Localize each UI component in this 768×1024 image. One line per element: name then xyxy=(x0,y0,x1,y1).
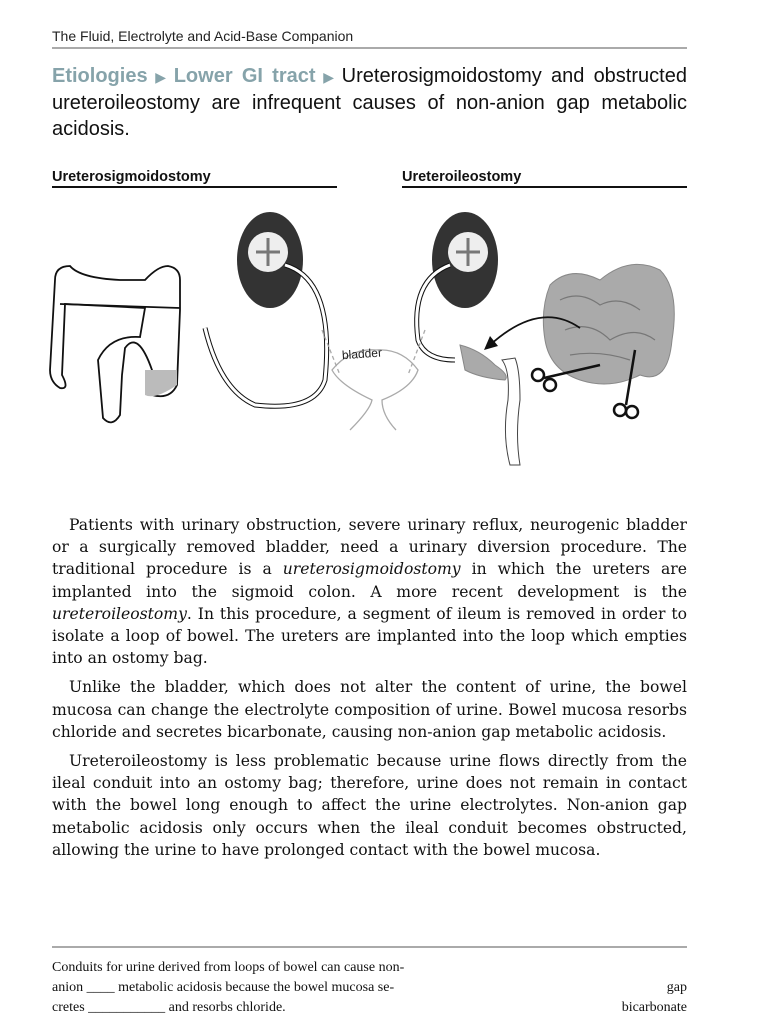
small-intestine-drawing xyxy=(543,264,674,384)
question-line: cretes ___________ and resorbs chloride. xyxy=(52,1000,286,1015)
paragraph xyxy=(52,514,687,669)
text: in which the ureters are implanted into the sigmoid colon. A more recent development is the xyxy=(52,560,687,601)
bladder-label: bladder xyxy=(341,345,383,363)
kidney-left-icon xyxy=(237,212,303,308)
text: Patients with urinary obstruction, severe urinary reflux, neurogenic bladder or a surgically removed bladder, need a urinary diversion procedure. The traditional procedure is a xyxy=(52,516,687,579)
kidney-right-icon xyxy=(432,212,498,308)
answer-bicarbonate: bicarbonate xyxy=(621,1000,687,1015)
body-text xyxy=(52,514,687,868)
ileal-segment xyxy=(460,345,506,380)
colon-drawing xyxy=(50,266,180,422)
term: ureterosigmoidostomy xyxy=(282,560,461,579)
triangle-right-icon: ▶ xyxy=(319,69,338,85)
term: ureteroileostomy xyxy=(52,604,187,623)
question-line: Conduits for urine derived from loops of bowel can cause non- xyxy=(52,960,405,975)
figure-label-ureterosigmoidostomy: Ureterosigmoidostomy xyxy=(52,169,337,188)
paragraph: Ureteroileostomy is less problematic because urine flows directly from the ileal conduit into an ostomy bag; therefore, urine does not remain in contact with the bowel long enough to affect the urine electrolytes. Non-anion gap metabolic acidosis only occurs when the ileal conduit becomes obstructed, allowing the urine to have prolonged contact with the bowel mucosa. xyxy=(52,752,687,859)
urinary-diversion-illustration xyxy=(40,200,720,480)
triangle-right-icon: ▶ xyxy=(151,69,170,85)
breadcrumb-etiologies[interactable]: Etiologies xyxy=(52,65,148,87)
question-line-2 xyxy=(52,978,492,998)
breadcrumb-lower-gi[interactable]: Lower GI tract xyxy=(173,65,316,87)
page-title xyxy=(52,63,687,142)
question-line: anion ____ metabolic acidosis because the bowel mucosa se- xyxy=(52,980,395,995)
bladder-drawing xyxy=(322,330,425,430)
paragraph: Unlike the bladder, which does not alter the content of urine, the bowel mucosa can change the electrolyte composition of urine. Bowel mucosa resorbs chloride and secretes bicarbonate, causing non-anion gap metabolic acidosis. xyxy=(52,678,687,741)
running-header: The Fluid, Electrolyte and Acid-Base Companion xyxy=(52,28,687,49)
text: . In this procedure, a segment of ileum is removed in order to isolate a loop of bowel. The ureters are implanted into the loop which empties into an ostomy bag. xyxy=(52,604,687,668)
title-text: Ureterosigmoidostomy and obstructed ureteroileostomy are infrequent causes of non-anion gap metabolic acidosis. xyxy=(52,65,687,140)
figure-label-ureteroileostomy: Ureteroileostomy xyxy=(402,169,687,188)
answer-gap: gap xyxy=(666,980,687,995)
review-question xyxy=(52,946,687,1018)
